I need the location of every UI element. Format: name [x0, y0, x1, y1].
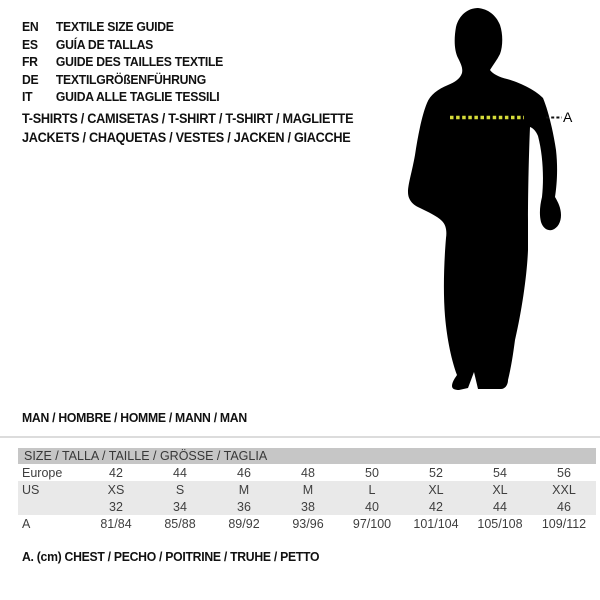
- table-row-intl: [18, 498, 596, 515]
- language-list: [22, 18, 223, 106]
- table-cell: L: [368, 482, 376, 497]
- language-label: GUÍA DE TALLAS: [55, 36, 154, 52]
- table-cell: 56: [557, 465, 571, 480]
- table-cell: 50: [365, 465, 379, 480]
- table-cell: 105/108: [477, 516, 523, 531]
- language-row: [22, 18, 223, 36]
- table-row-us: [18, 481, 596, 498]
- table-cell: M: [238, 482, 250, 497]
- measure-label-a: A: [563, 109, 573, 125]
- table-cell: 38: [301, 499, 315, 514]
- table-cell: 44: [173, 465, 187, 480]
- table-cell: 34: [173, 499, 187, 514]
- table-cell: 81/84: [100, 516, 132, 531]
- language-label: TEXTILGRÖßENFÜHRUNG: [55, 71, 206, 87]
- table-cell: 42: [109, 465, 123, 480]
- language-row: [22, 88, 223, 106]
- figure: [400, 0, 600, 400]
- category-list: [22, 109, 353, 147]
- table-cell: XL: [492, 482, 508, 497]
- language-code: ES: [22, 36, 38, 52]
- row-label: Europe: [22, 465, 63, 480]
- language-code: EN: [22, 19, 39, 35]
- measurement-footnote: A. (cm) CHEST / PECHO / POITRINE / TRUHE / PETTO: [22, 549, 320, 564]
- table-cell: 44: [493, 499, 507, 514]
- table-cell: 109/112: [541, 516, 587, 531]
- table-cell: S: [175, 482, 185, 497]
- table-cell: 36: [237, 499, 251, 514]
- table-cell: XXL: [552, 482, 576, 497]
- table-cell: XL: [428, 482, 444, 497]
- table-cell: 101/104: [413, 516, 459, 531]
- size-table-header: SIZE / TALLA / TAILLE / GRÖSSE / TAGLIA: [18, 448, 596, 464]
- category-tshirts: T-SHIRTS / CAMISETAS / T-SHIRT / T-SHIRT / MAGLIETTE: [22, 111, 354, 126]
- language-label: TEXTILE SIZE GUIDE: [55, 19, 174, 35]
- table-cell: 97/100: [352, 516, 392, 531]
- table-cell: M: [302, 482, 314, 497]
- table-cell: 54: [493, 465, 507, 480]
- language-code: FR: [22, 54, 38, 70]
- table-row-europe: [18, 464, 596, 481]
- language-row: [22, 36, 223, 54]
- table-cell: 46: [237, 465, 251, 480]
- row-label: A: [22, 516, 31, 531]
- section-title-man: MAN / HOMBRE / HOMME / MANN / MAN: [22, 410, 247, 425]
- table-cell: 89/92: [228, 516, 260, 531]
- table-cell: 52: [429, 465, 443, 480]
- row-label: US: [22, 482, 40, 497]
- divider-line: [0, 436, 600, 438]
- man-silhouette: [400, 0, 580, 400]
- table-cell: 85/88: [164, 516, 196, 531]
- language-row: [22, 53, 223, 71]
- language-label: GUIDE DES TAILLES TEXTILE: [55, 54, 224, 70]
- table-cell: 46: [557, 499, 571, 514]
- table-cell: 48: [301, 465, 315, 480]
- table-cell: 42: [429, 499, 443, 514]
- size-table: [18, 448, 596, 532]
- table-cell: 40: [365, 499, 379, 514]
- table-cell: 32: [109, 499, 123, 514]
- category-jackets: JACKETS / CHAQUETAS / VESTES / JACKEN / GIACCHE: [22, 130, 351, 145]
- table-cell: XS: [107, 482, 125, 497]
- language-label: GUIDA ALLE TAGLIE TESSILI: [55, 89, 220, 105]
- man-silhouette-shape: [408, 8, 561, 390]
- language-row: [22, 71, 223, 89]
- language-code: DE: [22, 71, 39, 87]
- table-cell: 93/96: [292, 516, 324, 531]
- language-code: IT: [22, 89, 33, 105]
- table-row-chest: [18, 515, 596, 532]
